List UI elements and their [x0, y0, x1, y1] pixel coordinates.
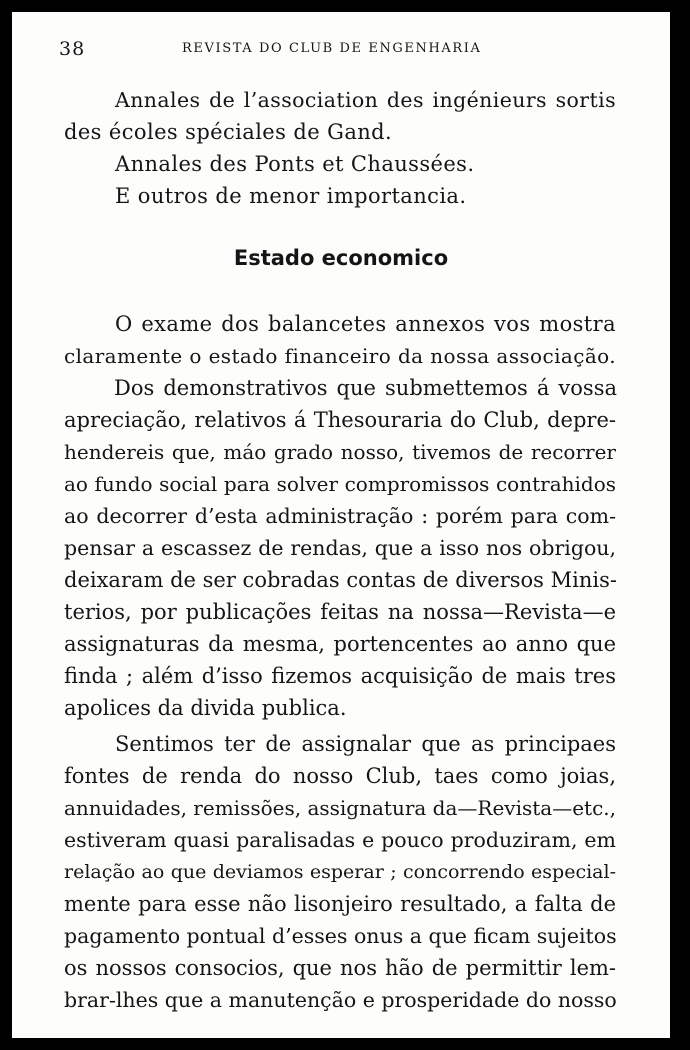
- text-line: ao decorrer d’esta administração : porém para com-: [64, 504, 616, 528]
- text-line: ao fundo social para solver compromissos contrahidos: [64, 472, 616, 496]
- text-line: deixaram de ser cobradas contas de diversos Minis-: [64, 568, 617, 592]
- text-line: pensar a escassez de rendas, que a isso nos obrigou,: [64, 536, 616, 560]
- list-line: Annales de l’association des ingénieurs sortis: [115, 88, 616, 112]
- list-line: des écoles spéciales de Gand.: [64, 120, 393, 144]
- text-line: finda ; além d’isso fizemos acquisição de mais tres: [64, 664, 616, 688]
- list-line: Annales des Ponts et Chaussées.: [115, 152, 475, 176]
- text-line: os nossos consocios, que nos hão de permittir lem-: [64, 956, 616, 980]
- text-line: apreciação, relativos á Thesouraria do Club, depre-: [64, 408, 616, 432]
- list-line: E outros de menor importancia.: [115, 184, 467, 208]
- page-header: [12, 38, 670, 62]
- running-title: REVISTA DO CLUB DE ENGENHARIA: [182, 41, 482, 56]
- text-line: O exame dos balancetes annexos vos mostra: [115, 312, 616, 336]
- page-number: 38: [59, 38, 86, 60]
- text-line: assignaturas da mesma, portencentes ao anno que: [64, 632, 616, 656]
- text-line: estiveram quasi paralisadas e pouco produziram, em: [64, 828, 616, 852]
- text-line: brar-lhes que a manutenção e prosperidade do nosso: [64, 988, 617, 1012]
- text-line: claramente o estado financeiro da nossa associação.: [64, 344, 616, 368]
- section-heading: Estado economico: [233, 246, 449, 270]
- text-line: relação ao que deviamos esperar ; concorrendo especial-: [64, 861, 616, 883]
- text-line: apolices da divida publica.: [64, 696, 347, 720]
- text-line: fontes de renda do nosso Club, taes como joias,: [64, 764, 616, 788]
- text-line: hendereis que, máo grado nosso, tivemos de recorrer: [64, 440, 616, 464]
- text-line: annuidades, remissões, assignatura da—Revista—etc.,: [64, 796, 616, 820]
- text-line: terios, por publicações feitas na nossa—Revista—e: [64, 600, 616, 624]
- text-line: mente para esse não lisonjeiro resultado, a falta de: [64, 892, 616, 916]
- text-line: Sentimos ter de assignalar que as principaes: [115, 732, 616, 756]
- text-line: pagamento pontual d’esses onus a que ficam sujeitos: [64, 924, 617, 948]
- book-page: [12, 12, 670, 1038]
- text-line: Dos demonstrativos que submettemos á vossa: [114, 376, 617, 400]
